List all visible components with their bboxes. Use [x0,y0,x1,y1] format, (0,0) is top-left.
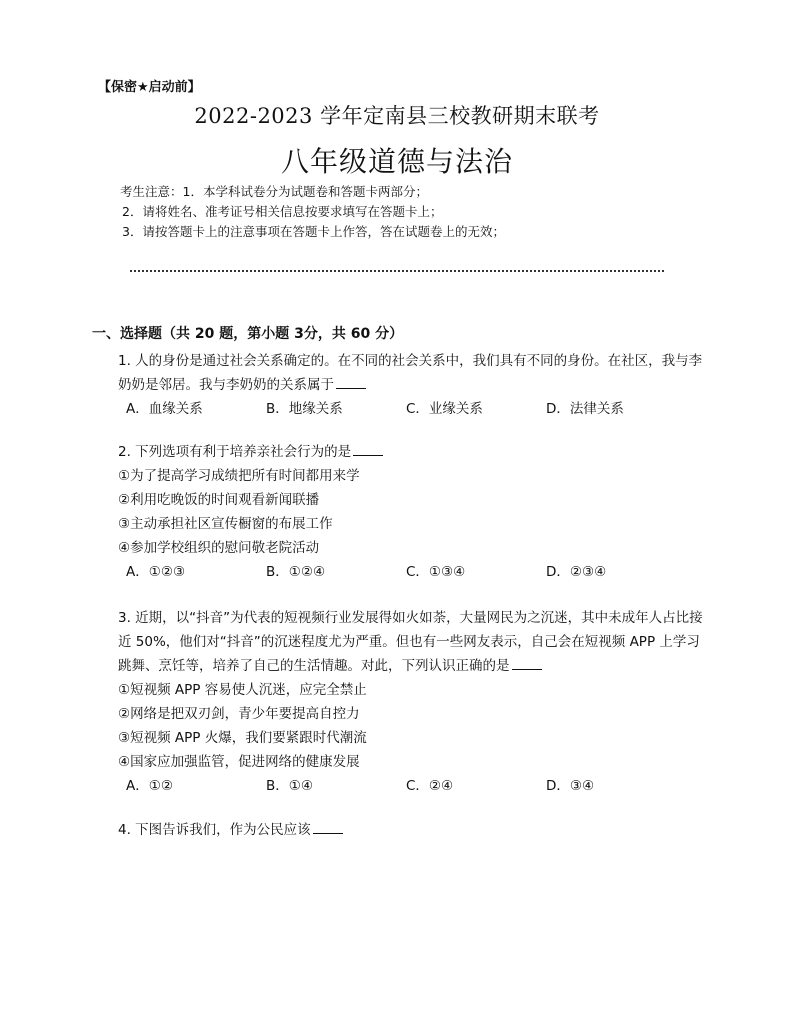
answer-blank [512,655,542,670]
question-3 [118,606,708,798]
question-1-stem-line1: 1. 人的身份是通过社会关系确定的。在不同的社会关系中，我们具有不同的身份。在社区，我与李 [118,353,703,369]
answer-blank [353,441,383,456]
choice-b: B．①②④ [266,564,326,580]
choice-d: D．②③④ [546,564,607,580]
choice-b: B．①④ [266,778,313,794]
question-3-item-4: ④国家应加强监管，促进网络的健康发展 [118,754,360,770]
question-3-item-1: ①短视频 APP 容易使人沉迷，应完全禁止 [118,682,367,698]
question-3-item-2: ②网络是把双刃剑，青少年要提高自控力 [118,706,360,722]
question-2-stem: 2. 下列选项有利于培养亲社会行为的是 [118,440,708,464]
choice-c: C．②④ [406,778,454,794]
choice-a: A．①② [126,778,173,794]
question-2 [118,440,708,584]
answer-blank [313,819,343,834]
question-2-item-4: ④参加学校组织的慰问敬老院活动 [118,540,320,556]
question-2-item-2: ②利用吃晚饭的时间观看新闻联播 [118,492,320,508]
separator-dotted-line [130,270,664,272]
question-2-item-3: ③主动承担社区宣传橱窗的布展工作 [118,516,333,532]
question-3-choices [126,774,708,798]
question-1 [118,349,708,421]
question-2-item-1: ①为了提高学习成绩把所有时间都用来学 [118,468,360,484]
secret-label: 【保密★启动前】 [98,80,201,95]
choice-a: A．血缘关系 [126,401,203,417]
choice-d: D．③④ [546,778,595,794]
question-4 [118,818,708,842]
exam-title: 2022-2023 学年定南县三校教研期末联考 [194,104,600,128]
question-1-stem-line2: 奶奶是邻居。我与李奶奶的关系属于 [118,373,708,397]
question-2-choices [126,560,708,584]
question-3-stem-line1: 3. 近期，以“抖音”为代表的短视频行业发展得如火如荼，大量网民为之沉迷，其中未成年人占比接 [118,610,703,626]
note-3: 3．请按答题卡上的注意事项在答题卡上作答，答在试题卷上的无效； [122,224,505,239]
candidate-notes [120,182,505,242]
choice-c: C．①③④ [406,564,466,580]
choice-d: D．法律关系 [546,401,624,417]
choice-b: B．地缘关系 [266,401,343,417]
section-title: 一、选择题（共 20 题，第小题 3分，共 60 分） [92,326,404,342]
question-4-stem: 4. 下图告诉我们，作为公民应该 [118,818,708,842]
question-3-stem-line3: 跳舞、烹饪等，培养了自己的生活情趣。对此，下列认识正确的是 [118,654,708,678]
question-3-item-3: ③短视频 APP 火爆，我们要紧跟时代潮流 [118,730,367,746]
note-1: 考生注意：1．本学科试卷分为试题卷和答题卡两部分； [120,184,428,199]
choice-a: A．①②③ [126,564,186,580]
question-3-stem-line2: 近 50%，他们对“抖音”的沉迷程度尤为严重。但也有一些网友表示，自己会在短视频 APP 上学习 [118,634,700,650]
choice-c: C．业缘关系 [406,401,483,417]
note-2: 2．请将姓名、准考证号相关信息按要求填写在答题卡上； [122,204,443,219]
answer-blank [336,374,366,389]
question-1-choices [126,397,708,421]
exam-subject: 八年级道德与法治 [280,145,513,178]
